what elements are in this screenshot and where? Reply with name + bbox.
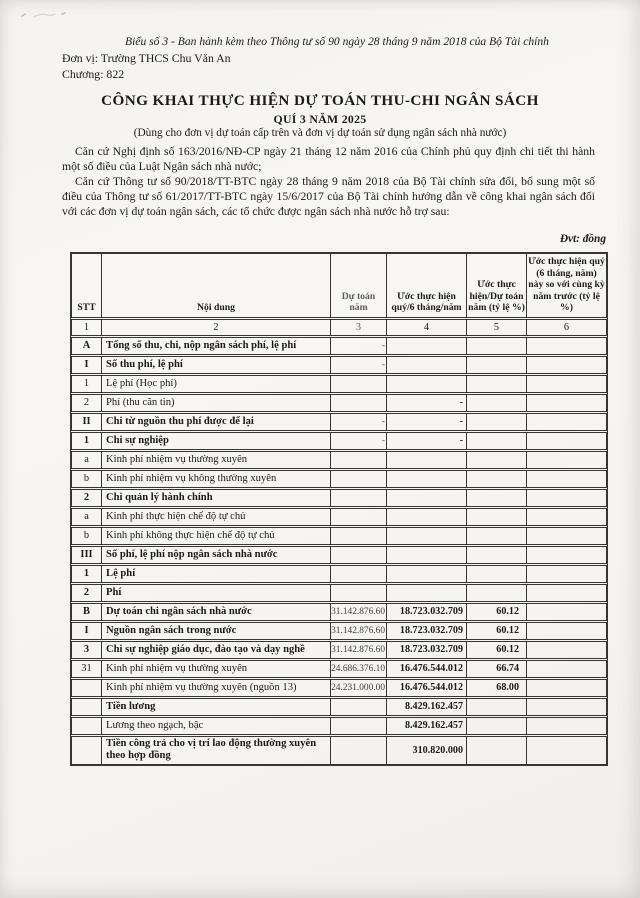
row-annual-estimate: - xyxy=(331,414,387,430)
row-yoy xyxy=(527,585,606,601)
table-row xyxy=(71,736,607,765)
row-quarter-actual: 8.429.162.457 xyxy=(387,718,467,734)
document-period: QUÍ 3 NĂM 2025 xyxy=(273,112,367,126)
row-annual-estimate xyxy=(331,509,387,525)
row-stt: 3 xyxy=(72,642,102,658)
row-quarter-actual xyxy=(387,490,467,506)
table-row xyxy=(71,660,607,678)
col-header-quarter-actual: Ước thực hiện quý/6 tháng/năm xyxy=(387,254,467,317)
row-yoy xyxy=(527,452,606,468)
row-quarter-actual: - xyxy=(387,395,467,411)
row-ratio xyxy=(467,585,527,601)
table-row xyxy=(71,565,607,583)
row-yoy xyxy=(527,623,606,639)
row-stt: 1 xyxy=(72,433,102,449)
table-row xyxy=(71,337,607,355)
table-row xyxy=(71,679,607,697)
row-content: Kinh phí nhiệm vụ không thường xuyên xyxy=(102,471,331,487)
column-number: 1 xyxy=(72,320,102,335)
row-yoy xyxy=(527,509,606,525)
column-number-row xyxy=(71,319,607,336)
row-content: Chi sự nghiệp giáo dục, đào tạo và dạy nghề xyxy=(102,642,331,658)
row-annual-estimate: 24.231.000.00 xyxy=(331,680,387,696)
row-ratio xyxy=(467,376,527,392)
row-quarter-actual xyxy=(387,452,467,468)
row-stt: B xyxy=(72,604,102,620)
row-ratio xyxy=(467,737,527,764)
row-quarter-actual xyxy=(387,509,467,525)
row-annual-estimate xyxy=(331,585,387,601)
col-header-stt: STT xyxy=(72,254,102,317)
row-ratio xyxy=(467,490,527,506)
row-annual-estimate xyxy=(331,452,387,468)
row-ratio: 60.12 xyxy=(467,604,527,620)
issuance-note: Biểu số 3 - Ban hành kèm theo Thông tư số 90 ngày 28 tháng 9 năm 2018 của Bộ Tài chính xyxy=(125,35,549,48)
row-ratio xyxy=(467,433,527,449)
row-quarter-actual: - xyxy=(387,414,467,430)
row-annual-estimate xyxy=(331,528,387,544)
row-yoy xyxy=(527,528,606,544)
row-stt: 31 xyxy=(72,661,102,677)
row-stt: a xyxy=(72,509,102,525)
column-number: 5 xyxy=(467,320,527,335)
column-number: 3 xyxy=(331,320,387,335)
row-annual-estimate: 31.142.876.60 xyxy=(331,623,387,639)
row-stt: II xyxy=(72,414,102,430)
row-ratio xyxy=(467,471,527,487)
row-yoy xyxy=(527,547,606,563)
row-content: Chi từ nguồn thu phí được để lại xyxy=(102,414,331,430)
row-annual-estimate xyxy=(331,376,387,392)
table-row xyxy=(71,451,607,469)
col-header-annual-estimate: Dự toán năm xyxy=(331,254,387,317)
row-yoy xyxy=(527,357,606,373)
row-stt xyxy=(72,718,102,734)
row-ratio xyxy=(467,395,527,411)
col-header-yoy: Ước thực hiện quý (6 tháng, năm) này so với cùng kỳ năm trước (tỷ lệ %) xyxy=(528,256,605,314)
table-row xyxy=(71,584,607,602)
row-stt xyxy=(72,699,102,715)
table-row xyxy=(71,470,607,488)
row-quarter-actual xyxy=(387,528,467,544)
table-row xyxy=(71,641,607,659)
table-row xyxy=(71,527,607,545)
row-ratio xyxy=(467,357,527,373)
col-header-ratio: Ước thực hiện/Dự toán năm (tỷ lệ %) xyxy=(467,254,527,317)
row-stt: b xyxy=(72,471,102,487)
table-header-row xyxy=(71,253,607,318)
row-yoy xyxy=(527,642,606,658)
row-stt xyxy=(72,737,102,764)
chapter-line: Chương: 822 xyxy=(62,67,125,81)
row-content: Tiền lương xyxy=(102,699,331,715)
row-content: Kinh phí thực hiện chế độ tự chủ xyxy=(102,509,331,525)
pen-mark xyxy=(18,8,88,26)
row-content: Kinh phí không thực hiện chế độ tự chủ xyxy=(102,528,331,544)
scope-note: (Dùng cho đơn vị dự toán cấp trên và đơn vị dự toán sử dụng ngân sách nhà nước) xyxy=(133,127,507,139)
row-stt: 1 xyxy=(72,376,102,392)
document-title: CÔNG KHAI THỰC HIỆN DỰ TOÁN THU-CHI NGÂN SÁCH xyxy=(101,92,539,109)
row-content: Lệ phí (Học phí) xyxy=(102,376,331,392)
row-stt: 2 xyxy=(72,490,102,506)
row-annual-estimate: 31.142.876.60 xyxy=(331,642,387,658)
table-row xyxy=(71,413,607,431)
row-ratio: 66.74 xyxy=(467,661,527,677)
row-quarter-actual: 18.723.032.709 xyxy=(387,642,467,658)
row-stt: b xyxy=(72,528,102,544)
row-yoy xyxy=(527,376,606,392)
row-yoy xyxy=(527,718,606,734)
unit-of-measure: Đvt: đồng xyxy=(559,233,606,245)
row-content: Số phí, lệ phí nộp ngân sách nhà nước xyxy=(102,547,331,563)
row-stt xyxy=(72,680,102,696)
row-annual-estimate xyxy=(331,395,387,411)
row-quarter-actual: - xyxy=(387,433,467,449)
table-row xyxy=(71,717,607,735)
row-content: Kinh phí nhiệm vụ thường xuyên xyxy=(102,661,331,677)
table-row xyxy=(71,603,607,621)
row-content: Nguồn ngân sách trong nước xyxy=(102,623,331,639)
row-stt: III xyxy=(72,547,102,563)
row-annual-estimate xyxy=(331,699,387,715)
row-quarter-actual xyxy=(387,585,467,601)
row-ratio xyxy=(467,566,527,582)
row-annual-estimate xyxy=(331,547,387,563)
row-quarter-actual xyxy=(387,376,467,392)
row-quarter-actual: 8.429.162.457 xyxy=(387,699,467,715)
row-ratio xyxy=(467,338,527,354)
row-yoy xyxy=(527,604,606,620)
legal-basis-paragraph: Căn cứ Nghị định số 163/2016/NĐ-CP ngày 21 tháng 12 năm 2016 của Chính phủ quy định chi tiết thi hành một số điều của Luật Ngân sách nhà nước; xyxy=(62,145,595,174)
row-yoy xyxy=(527,395,606,411)
row-yoy xyxy=(527,414,606,430)
row-quarter-actual xyxy=(387,547,467,563)
row-ratio: 60.12 xyxy=(467,642,527,658)
row-stt: 2 xyxy=(72,395,102,411)
row-content: Kinh phí nhiệm vụ thường xuyên (nguồn 13) xyxy=(102,680,331,696)
row-stt: A xyxy=(72,338,102,354)
row-annual-estimate xyxy=(331,471,387,487)
row-annual-estimate: 24.686.376.10 xyxy=(331,661,387,677)
row-quarter-actual: 18.723.032.709 xyxy=(387,623,467,639)
table-row xyxy=(71,508,607,526)
row-annual-estimate: - xyxy=(331,357,387,373)
row-yoy xyxy=(527,338,606,354)
row-content: Tổng số thu, chi, nộp ngân sách phí, lệ phí xyxy=(102,338,331,354)
table-row xyxy=(71,622,607,640)
row-quarter-actual: 16.476.544.012 xyxy=(387,661,467,677)
table-row xyxy=(71,546,607,564)
row-ratio xyxy=(467,699,527,715)
row-content: Chi sự nghiệp xyxy=(102,433,331,449)
row-annual-estimate xyxy=(331,718,387,734)
row-content: Dự toán chi ngân sách nhà nước xyxy=(102,604,331,620)
row-content: Lương theo ngạch, bậc xyxy=(102,718,331,734)
unit-line: Đơn vị: Trường THCS Chu Văn An xyxy=(62,51,231,65)
row-quarter-actual xyxy=(387,357,467,373)
row-stt: I xyxy=(72,357,102,373)
row-yoy xyxy=(527,680,606,696)
table-row xyxy=(71,698,607,716)
row-yoy xyxy=(527,471,606,487)
row-annual-estimate: - xyxy=(331,338,387,354)
column-number: 6 xyxy=(563,321,570,333)
row-stt: I xyxy=(72,623,102,639)
row-content: Tiền công trả cho vị trí lao động thường xuyên theo hợp đồng xyxy=(102,737,331,764)
row-stt: 1 xyxy=(72,566,102,582)
col-header-content: Nội dung xyxy=(102,254,331,317)
row-quarter-actual xyxy=(387,566,467,582)
row-yoy xyxy=(527,566,606,582)
table-row xyxy=(71,489,607,507)
row-ratio: 60.12 xyxy=(467,623,527,639)
row-quarter-actual xyxy=(387,338,467,354)
row-annual-estimate xyxy=(331,490,387,506)
row-annual-estimate: 31.142.876.60 xyxy=(331,604,387,620)
row-annual-estimate: - xyxy=(331,433,387,449)
row-quarter-actual: 16.476.544.012 xyxy=(387,680,467,696)
row-yoy xyxy=(527,433,606,449)
legal-basis xyxy=(62,144,595,219)
legal-basis-paragraph: Căn cứ Thông tư số 90/2018/TT-BTC ngày 28 tháng 9 năm 2018 của Bộ Tài chính sửa đổi, bổ sung một số điều của Thông tư số 61/2017/TT-BTC ngày 15/6/2017 của Bộ Tài chính hướng dẫn về công khai ngân sách đối với các đơn vị dự toán ngân sách, các tổ chức được ngân sách nhà nước hỗ trợ sau: xyxy=(62,175,595,219)
row-quarter-actual: 18.723.032.709 xyxy=(387,604,467,620)
row-content: Kinh phí nhiệm vụ thường xuyên xyxy=(102,452,331,468)
row-quarter-actual: 310.820.000 xyxy=(387,737,467,764)
column-number: 2 xyxy=(102,320,331,335)
row-ratio xyxy=(467,528,527,544)
row-ratio xyxy=(467,452,527,468)
row-yoy xyxy=(527,737,606,764)
budget-table xyxy=(70,252,608,766)
table-row xyxy=(71,432,607,450)
row-ratio: 68.00 xyxy=(467,680,527,696)
row-quarter-actual xyxy=(387,471,467,487)
row-content: Phí (thu căn tin) xyxy=(102,395,331,411)
row-annual-estimate xyxy=(331,737,387,764)
row-yoy xyxy=(527,490,606,506)
row-yoy xyxy=(527,699,606,715)
row-stt: 2 xyxy=(72,585,102,601)
row-ratio xyxy=(467,509,527,525)
row-content: Phí xyxy=(102,585,331,601)
table-row xyxy=(71,375,607,393)
row-content: Số thu phí, lệ phí xyxy=(102,357,331,373)
table-row xyxy=(71,394,607,412)
row-content: Chi quản lý hành chính xyxy=(102,490,331,506)
row-ratio xyxy=(467,414,527,430)
column-number: 4 xyxy=(387,320,467,335)
row-content: Lệ phí xyxy=(102,566,331,582)
row-annual-estimate xyxy=(331,566,387,582)
table-row xyxy=(71,356,607,374)
row-yoy xyxy=(527,661,606,677)
row-stt: a xyxy=(72,452,102,468)
row-ratio xyxy=(467,718,527,734)
row-ratio xyxy=(467,547,527,563)
